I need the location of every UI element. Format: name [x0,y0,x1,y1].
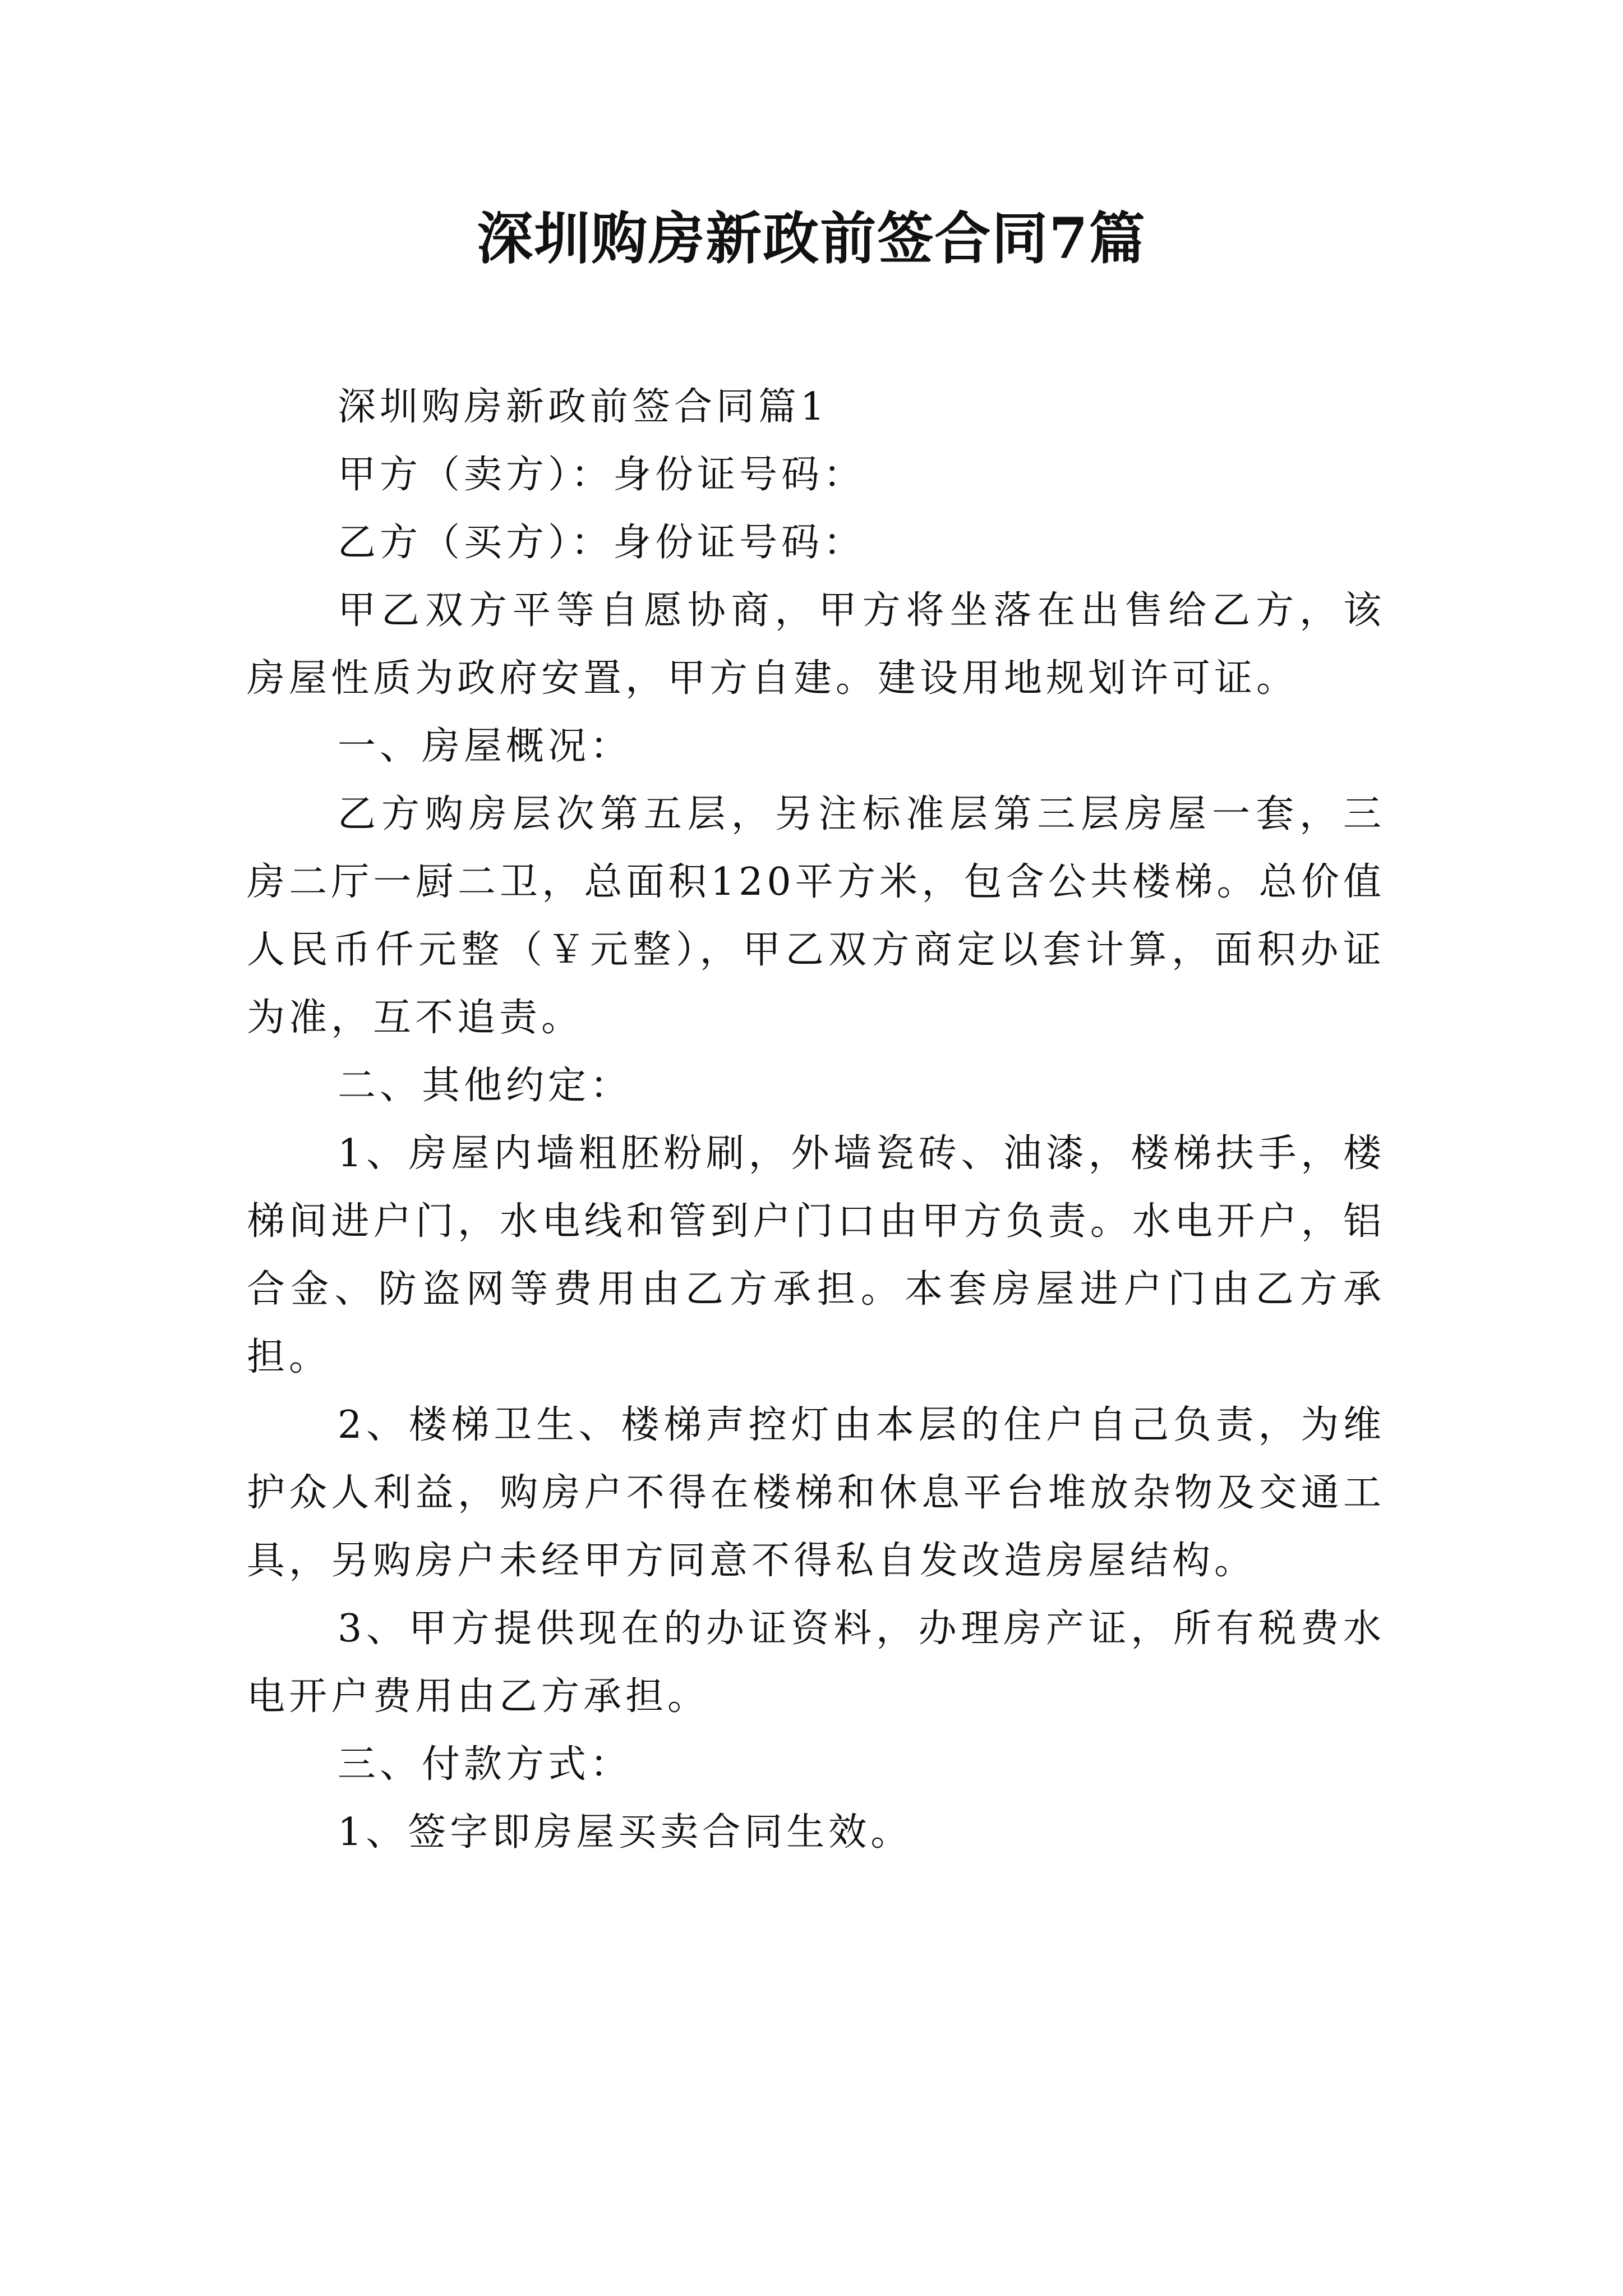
section-heading-payment-method: 三、付款方式： [338,1742,633,1787]
agreement-intro-paragraph: 甲乙双方平等自愿协商，甲方将坐落在出售给乙方，该房屋性质为政府安置，甲方自建。建设用地规划许可证。 [247,588,1385,701]
section-heading-other-terms: 二、其他约定： [338,1064,633,1108]
payment-term-1-paragraph: 1、签字即房屋买卖合同生效。 [338,1810,913,1855]
term-1-paragraph: 1、房屋内墙粗胚粉刷，外墙瓷砖、油漆，楼梯扶手，楼梯间进户门，水电线和管到户门口由甲方负责。水电开户，铝合金、防盗网等费用由乙方承担。本套房屋进户门由乙方承担。 [247,1131,1385,1379]
party-a-line: 甲方（卖方）：身份证号码： [338,453,866,497]
property-overview-paragraph: 乙方购房层次第五层，另注标准层第三层房屋一套，三房二厅一厨二卫，总面积120平方米，包含公共楼梯。总价值人民币仟元整（￥元整），甲乙双方商定以套计算，面积办证为准，互不追责。 [247,792,1385,1040]
document-body [247,373,1385,1866]
section-heading-contract-1: 深圳购房新政前签合同篇1 [338,385,829,429]
section-heading-property-overview: 一、房屋概况： [338,724,633,769]
document-title: 深圳购房新政前签合同7篇 [477,205,1146,272]
party-b-line: 乙方（买方）：身份证号码： [338,521,866,565]
term-3-paragraph: 3、甲方提供现在的办证资料，办理房产证，所有税费水电开户费用由乙方承担。 [247,1607,1385,1719]
term-2-paragraph: 2、楼梯卫生、楼梯声控灯由本层的住户自己负责，为维护众人利益，购房户不得在楼梯和休息平台堆放杂物及交通工具，另购房户未经甲方同意不得私自发改造房屋结构。 [247,1403,1385,1583]
